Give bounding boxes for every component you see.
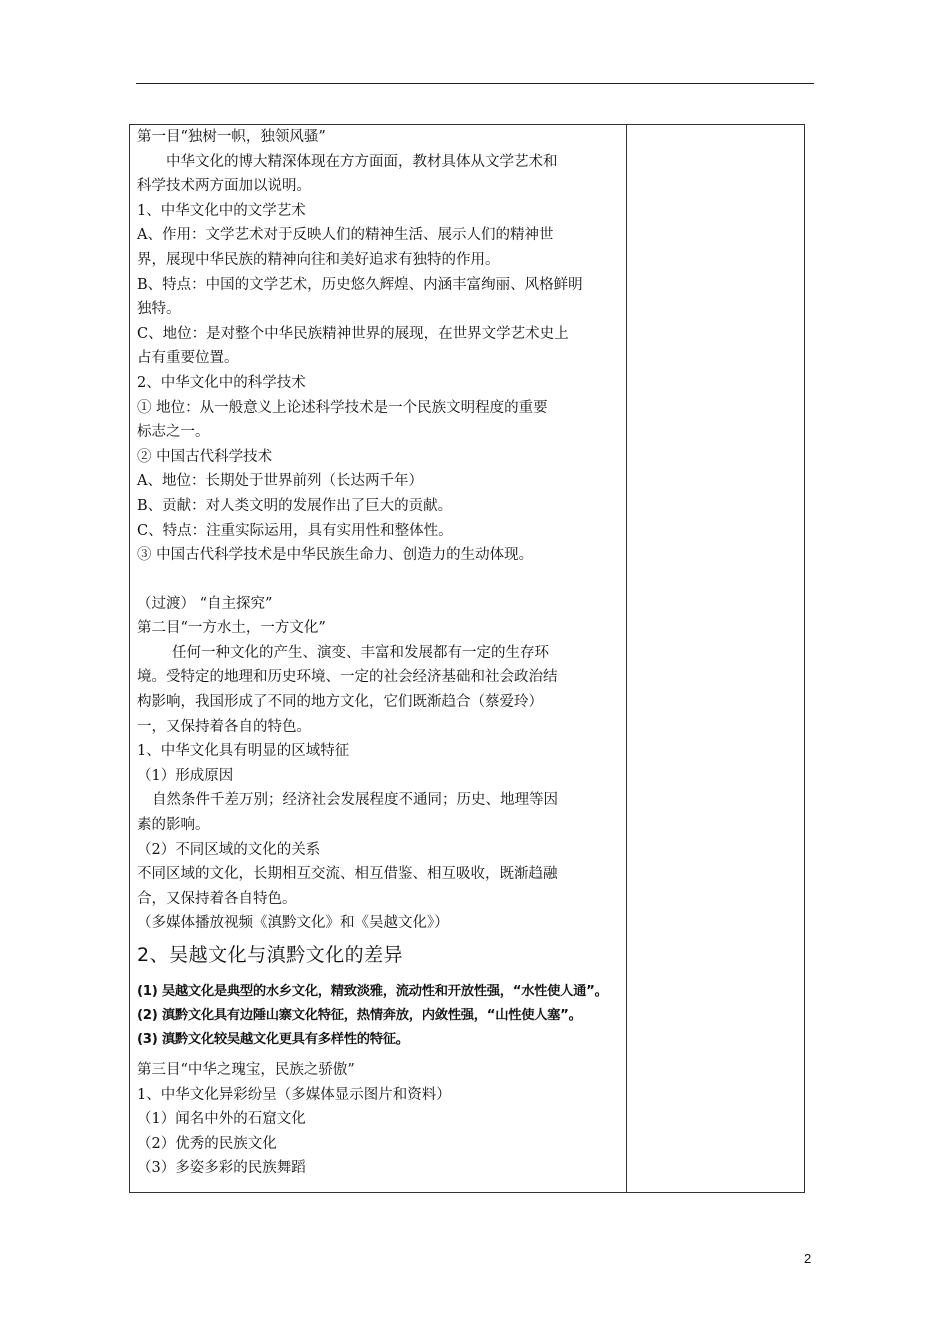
text-line: （1）闻名中外的石窟文化: [137, 1111, 306, 1128]
text-line: 1、中华文化具有明显的区域特征: [137, 743, 350, 760]
text-line: A、地位：长期处于世界前列（长达两千年）: [137, 473, 423, 490]
text-line: 自然条件千差万别；经济社会发展程度不通同；历史、地理等因: [152, 792, 558, 809]
notes-cell: [627, 125, 804, 1192]
comparison-item: (3) 滇黔文化较吴越文化更具有多样性的特征。: [137, 1032, 409, 1047]
text-line: （2）优秀的民族文化: [137, 1135, 277, 1152]
text-line: 2、中华文化中的科学技术: [137, 374, 306, 391]
text-line: 素的影响。: [137, 817, 210, 834]
text-section-2: [137, 1058, 623, 1181]
text-line: 中华文化的博大精深体现在方方面面，教材具体从文学艺术和: [166, 153, 558, 170]
lesson-table: [129, 124, 805, 1193]
text-line: C、特点：注重实际运用，具有实用性和整体性。: [137, 522, 453, 539]
comparison-item: (2) 滇黔文化具有边陲山寨文化特征，热情奔放，内敛性强，“山性使人塞”。: [137, 1008, 582, 1023]
text-line: 独特。: [137, 301, 181, 318]
text-line: B、特点：中国的文学艺术，历史悠久辉煌、内涵丰富绚丽、风格鲜明: [137, 276, 583, 293]
text-line: （2）不同区域的文化的关系: [137, 841, 321, 858]
text-line: 界，展现中华民族的精神向往和美好追求有独特的作用。: [137, 251, 500, 268]
text-line: 构影响，我国形成了不同的地方文化，它们既渐趋合（蔡爱玲）: [137, 694, 543, 711]
text-line: 1、中华文化中的文学艺术: [137, 202, 306, 219]
text-line: B、贡献：对人类文明的发展作出了巨大的贡献。: [137, 497, 453, 514]
text-line: ① 地位：从一般意义上论述科学技术是一个民族文明程度的重要: [137, 399, 548, 416]
text-line: （3）多姿多彩的民族舞蹈: [137, 1160, 306, 1177]
text-line: 第一目“独树一帜，独领风骚”: [137, 129, 326, 145]
comparison-item: (1) 吴越文化是典型的水乡文化，精致淡雅，流动性和开放性强，“水性使人通”。: [137, 984, 608, 999]
text-line: （多媒体播放视频《滇黔文化》和《吴越文化》）: [137, 915, 449, 932]
text-line: 不同区域的文化，长期相互交流、相互借鉴、相互吸收，既渐趋融: [137, 866, 558, 883]
text-section-1: [137, 125, 623, 936]
blank-line: [137, 568, 623, 592]
text-line: A、作用：文学艺术对于反映人们的精神生活、展示人们的精神世: [137, 227, 554, 244]
text-line: 第三目“中华之瑰宝，民族之骄傲”: [137, 1062, 355, 1078]
text-line: 科学技术两方面加以说明。: [137, 178, 311, 195]
text-line: 境。受特定的地理和历史环境、一定的社会经济基础和社会政治结: [137, 669, 558, 686]
text-line: 第二目“一方水土，一方文化”: [137, 620, 326, 637]
text-line: 标志之一。: [137, 424, 210, 441]
comparison-heading: 2、吴越文化与滇黔文化的差异: [137, 944, 404, 966]
text-line: （1）形成原因: [137, 767, 234, 784]
text-line: 任何一种文化的产生、演变、丰富和发展都有一定的生存环: [172, 644, 549, 661]
text-line: ③ 中国古代科学技术是中华民族生命力、创造力的生动体现。: [137, 547, 534, 564]
comparison-image-block: [137, 940, 623, 1052]
page-number: 2: [804, 1251, 812, 1266]
text-line: ② 中国古代科学技术: [137, 448, 273, 465]
text-line: 合，又保持着各自特色。: [137, 890, 297, 907]
text-line: 占有重要位置。: [137, 350, 239, 367]
text-line: （过渡） “自主探究”: [137, 595, 273, 612]
header-rule: [136, 83, 814, 84]
text-line: 1、中华文化异彩纷呈（多媒体显示图片和资料）: [137, 1086, 451, 1103]
lesson-content-cell: [137, 125, 623, 1181]
text-line: C、地位：是对整个中华民族精神世界的展现，在世界文学艺术史上: [137, 325, 569, 342]
text-line: 一，又保持着各自的特色。: [137, 718, 311, 735]
